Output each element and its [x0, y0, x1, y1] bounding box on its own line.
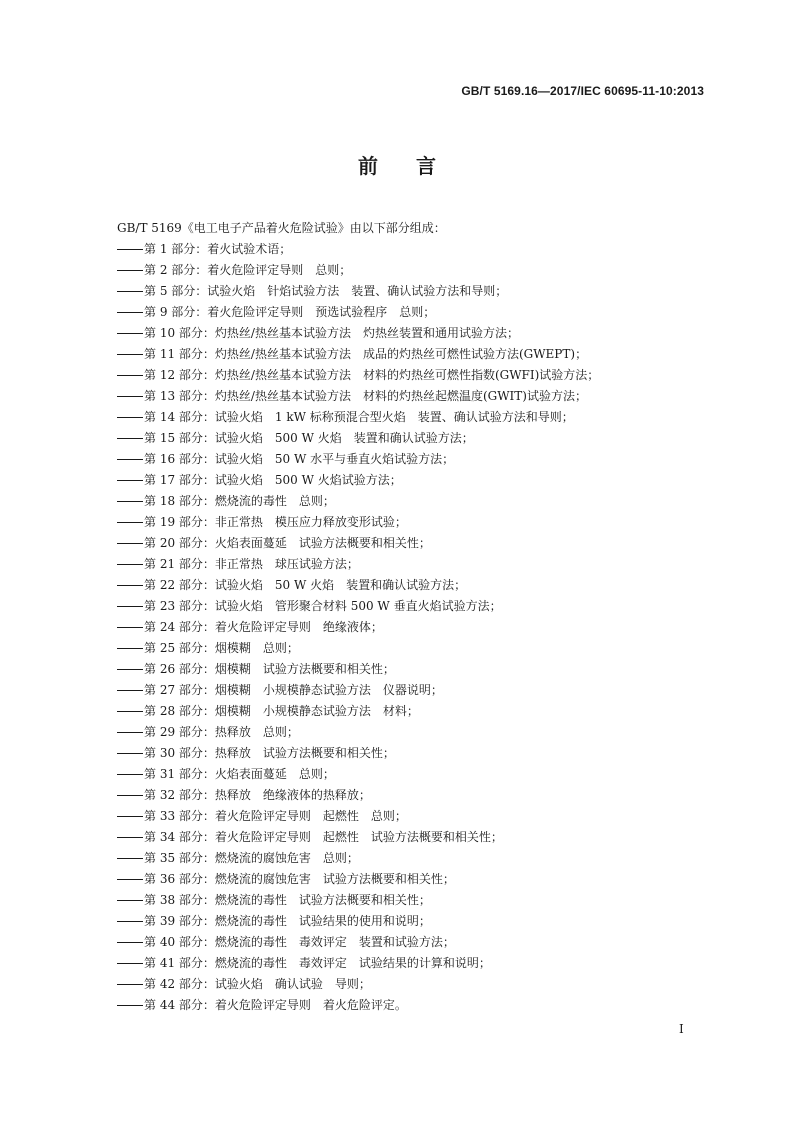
- em-dash-bullet: [117, 753, 143, 754]
- part-title: 第 21 部分：非正常热 球压试验方法；: [144, 557, 359, 571]
- page-number: I: [679, 1022, 684, 1036]
- em-dash-bullet: [117, 732, 143, 733]
- em-dash-bullet: [117, 480, 143, 481]
- list-item: [117, 365, 677, 386]
- part-title: 第 35 部分：燃烧流的腐蚀危害 总则；: [144, 851, 359, 865]
- em-dash-bullet: [117, 984, 143, 985]
- em-dash-bullet: [117, 1005, 143, 1006]
- em-dash-bullet: [117, 501, 143, 502]
- em-dash-bullet: [117, 333, 143, 334]
- list-item: [117, 428, 677, 449]
- list-item: [117, 239, 677, 260]
- part-title: 第 13 部分：灼热丝/热丝基本试验方法 材料的灼热丝起燃温度(GWIT)试验方法；: [144, 389, 587, 403]
- em-dash-bullet: [117, 585, 143, 586]
- part-title: 第 39 部分：燃烧流的毒性 试验结果的使用和说明；: [144, 914, 431, 928]
- list-item: [117, 470, 677, 491]
- list-item: [117, 281, 677, 302]
- list-item: [117, 848, 677, 869]
- list-item: [117, 827, 677, 848]
- list-item: [117, 764, 677, 785]
- part-title: 第 32 部分：热释放 绝缘液体的热释放；: [144, 788, 371, 802]
- em-dash-bullet: [117, 963, 143, 964]
- standard-number-header: GB/T 5169.16—2017/IEC 60695-11-10:2013: [461, 84, 704, 98]
- list-item: [117, 344, 677, 365]
- part-title: 第 27 部分：烟模糊 小规模静态试验方法 仪器说明；: [144, 683, 443, 697]
- part-title: 第 16 部分：试验火焰 50 W 水平与垂直火焰试验方法；: [144, 452, 455, 466]
- em-dash-bullet: [117, 669, 143, 670]
- em-dash-bullet: [117, 291, 143, 292]
- em-dash-bullet: [117, 837, 143, 838]
- em-dash-bullet: [117, 249, 143, 250]
- part-title: 第 17 部分：试验火焰 500 W 火焰试验方法；: [144, 473, 402, 487]
- part-title: 第 23 部分：试验火焰 管形聚合材料 500 W 垂直火焰试验方法；: [144, 599, 502, 613]
- em-dash-bullet: [117, 816, 143, 817]
- part-title: 第 2 部分：着火危险评定导则 总则；: [144, 263, 352, 277]
- em-dash-bullet: [117, 438, 143, 439]
- part-title: 第 19 部分：非正常热 模压应力释放变形试验；: [144, 515, 407, 529]
- em-dash-bullet: [117, 648, 143, 649]
- em-dash-bullet: [117, 522, 143, 523]
- part-title: 第 26 部分：烟模糊 试验方法概要和相关性；: [144, 662, 395, 676]
- list-item: [117, 323, 677, 344]
- part-title: 第 31 部分：火焰表面蔓延 总则；: [144, 767, 335, 781]
- em-dash-bullet: [117, 627, 143, 628]
- part-title: 第 12 部分：灼热丝/热丝基本试验方法 材料的灼热丝可燃性指数(GWFI)试验方法；: [144, 368, 600, 382]
- em-dash-bullet: [117, 543, 143, 544]
- em-dash-bullet: [117, 459, 143, 460]
- list-item: [117, 701, 677, 722]
- list-item: [117, 743, 677, 764]
- list-item: [117, 554, 677, 575]
- part-title: 第 28 部分：烟模糊 小规模静态试验方法 材料；: [144, 704, 419, 718]
- list-item: [117, 512, 677, 533]
- list-item: [117, 407, 677, 428]
- em-dash-bullet: [117, 375, 143, 376]
- em-dash-bullet: [117, 564, 143, 565]
- em-dash-bullet: [117, 900, 143, 901]
- em-dash-bullet: [117, 606, 143, 607]
- em-dash-bullet: [117, 690, 143, 691]
- list-item: [117, 680, 677, 701]
- part-title: 第 33 部分：着火危险评定导则 起燃性 总则；: [144, 809, 407, 823]
- list-item: [117, 449, 677, 470]
- part-title: 第 29 部分：热释放 总则；: [144, 725, 299, 739]
- em-dash-bullet: [117, 858, 143, 859]
- list-item: [117, 869, 677, 890]
- em-dash-bullet: [117, 879, 143, 880]
- em-dash-bullet: [117, 417, 143, 418]
- list-item: [117, 533, 677, 554]
- em-dash-bullet: [117, 711, 143, 712]
- part-title: 第 42 部分：试验火焰 确认试验 导则；: [144, 977, 371, 991]
- em-dash-bullet: [117, 795, 143, 796]
- part-title: 第 14 部分：试验火焰 1 kW 标称预混合型火焰 装置、确认试验方法和导则；: [144, 410, 574, 424]
- list-item: [117, 911, 677, 932]
- part-title: 第 10 部分：灼热丝/热丝基本试验方法 灼热丝装置和通用试验方法；: [144, 326, 519, 340]
- list-item: [117, 995, 677, 1016]
- part-title: 第 30 部分：热释放 试验方法概要和相关性；: [144, 746, 395, 760]
- list-item: [117, 638, 677, 659]
- em-dash-bullet: [117, 354, 143, 355]
- part-title: 第 36 部分：燃烧流的腐蚀危害 试验方法概要和相关性；: [144, 872, 455, 886]
- em-dash-bullet: [117, 396, 143, 397]
- list-item: [117, 260, 677, 281]
- part-title: 第 15 部分：试验火焰 500 W 火焰 装置和确认试验方法；: [144, 431, 474, 445]
- part-title: 第 20 部分：火焰表面蔓延 试验方法概要和相关性；: [144, 536, 431, 550]
- list-item: [117, 806, 677, 827]
- parts-list: [117, 239, 677, 1016]
- part-title: 第 11 部分：灼热丝/热丝基本试验方法 成品的灼热丝可燃性试验方法(GWEPT)；: [144, 347, 588, 361]
- list-item: [117, 596, 677, 617]
- em-dash-bullet: [117, 312, 143, 313]
- intro-paragraph: GB/T 5169《电工电子产品着火危险试验》由以下部分组成：: [117, 221, 446, 235]
- part-title: 第 41 部分：燃烧流的毒性 毒效评定 试验结果的计算和说明；: [144, 956, 491, 970]
- em-dash-bullet: [117, 774, 143, 775]
- part-title: 第 25 部分：烟模糊 总则；: [144, 641, 299, 655]
- em-dash-bullet: [117, 270, 143, 271]
- part-title: 第 34 部分：着火危险评定导则 起燃性 试验方法概要和相关性；: [144, 830, 503, 844]
- list-item: [117, 617, 677, 638]
- part-title: 第 5 部分：试验火焰 针焰试验方法 装置、确认试验方法和导则；: [144, 284, 508, 298]
- list-item: [117, 785, 677, 806]
- list-item: [117, 575, 677, 596]
- list-item: [117, 302, 677, 323]
- list-item: [117, 491, 677, 512]
- foreword-body: [117, 218, 677, 1016]
- part-title: 第 44 部分：着火危险评定导则 着火危险评定。: [144, 998, 407, 1012]
- list-item: [117, 890, 677, 911]
- part-title: 第 40 部分：燃烧流的毒性 毒效评定 装置和试验方法；: [144, 935, 455, 949]
- list-item: [117, 386, 677, 407]
- part-title: 第 24 部分：着火危险评定导则 绝缘液体；: [144, 620, 383, 634]
- list-item: [117, 722, 677, 743]
- list-item: [117, 932, 677, 953]
- list-item: [117, 974, 677, 995]
- part-title: 第 22 部分：试验火焰 50 W 火焰 装置和确认试验方法；: [144, 578, 467, 592]
- part-title: 第 18 部分：燃烧流的毒性 总则；: [144, 494, 335, 508]
- list-item: [117, 953, 677, 974]
- em-dash-bullet: [117, 921, 143, 922]
- page-title: 前言: [358, 154, 474, 178]
- part-title: 第 9 部分：着火危险评定导则 预选试验程序 总则；: [144, 305, 436, 319]
- em-dash-bullet: [117, 942, 143, 943]
- part-title: 第 38 部分：燃烧流的毒性 试验方法概要和相关性；: [144, 893, 431, 907]
- list-item: [117, 659, 677, 680]
- part-title: 第 1 部分：着火试验术语；: [144, 242, 292, 256]
